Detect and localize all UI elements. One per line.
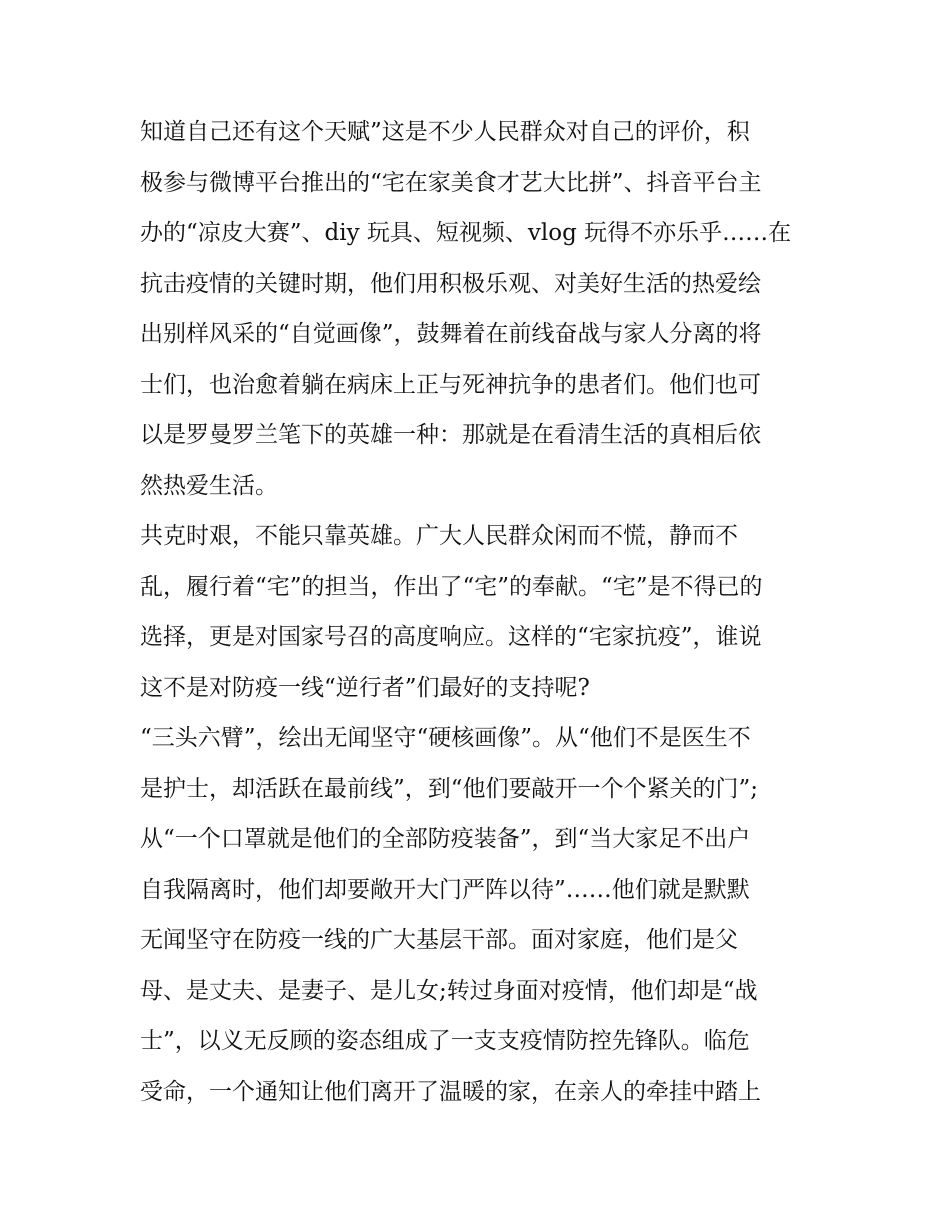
- text-line: 从“一个口罩就是他们的全部防疫装备”，到“当大家足不出户: [140, 826, 751, 852]
- body-text: [140, 107, 820, 1117]
- text-line: 出别样风采的“自觉画像”，鼓舞着在前线奋战与家人分离的将: [140, 321, 762, 347]
- text-line: “三头六臂”，绘出无闻坚守“硬核画像”。从“他们不是医生不: [140, 725, 751, 751]
- text-line: 士”，以义无反顾的姿态组成了一支支疫情防控先锋队。临危: [140, 1028, 750, 1054]
- text-line: 士们，也治愈着躺在病床上正与死神抗争的患者们。他们也可: [140, 371, 761, 398]
- text-line: 受命，一个通知让他们离开了温暖的家，在亲人的牵挂中踏上: [140, 1078, 761, 1105]
- text-line: 自我隔离时，他们却要敞开大门严阵以待”……他们就是默默: [140, 876, 750, 903]
- text-line: 抗击疫情的关键时期，他们用积极乐观、对美好生活的热爱绘: [140, 270, 761, 297]
- text-line: 共克时艰，不能只靠英雄。广大人民群众闲而不慌，静而不: [140, 523, 738, 549]
- text-line: 是护士，却活跃在最前线”，到“他们要敲开一个个紧关的门”;: [140, 775, 759, 802]
- text-line: 极参与微博平台推出的“宅在家美食才艺大比拼”、抖音平台主: [140, 169, 762, 196]
- text-line: 知道自己还有这个天赋”这是不少人民群众对自己的评价，积: [140, 119, 750, 145]
- text-line: 办的“凉皮大赛”、diy 玩具、短视频、vlog 玩得不亦乐乎……在: [140, 220, 792, 246]
- text-line: 无闻坚守在防疫一线的广大基层干部。面对家庭，他们是父: [140, 927, 738, 953]
- text-line: 然热爱生活。: [140, 472, 278, 499]
- text-line: 选择，更是对国家号召的高度响应。这样的“宅家抗疫”，谁说: [140, 624, 762, 650]
- text-line: 这不是对防疫一线“逆行者”们最好的支持呢?: [140, 674, 590, 701]
- text-line: 乱，履行着“宅”的担当，作出了“宅”的奉献。“宅”是不得已的: [140, 573, 763, 600]
- text-line: 以是罗曼罗兰笔下的英雄一种：那就是在看清生活的真相后依: [140, 422, 761, 448]
- text-line: 母、是丈夫、是妻子、是儿女;转过身面对疫情，他们却是“战: [140, 977, 758, 1004]
